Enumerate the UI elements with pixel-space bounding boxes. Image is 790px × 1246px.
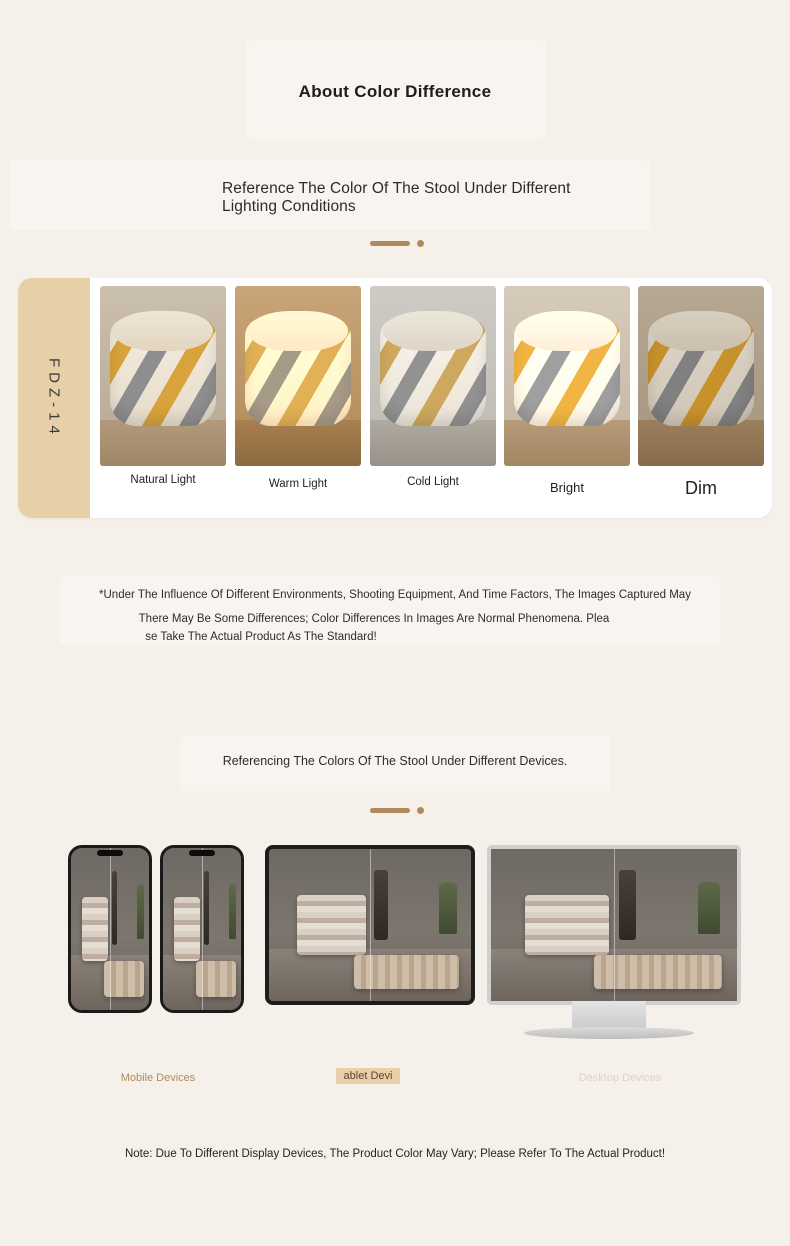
lighting-gallery <box>100 286 766 516</box>
lighting-section-subtitle: Reference The Color Of The Stool Under Different Lighting Conditions <box>222 180 571 215</box>
lighting-caption: Natural Light <box>130 474 196 486</box>
lighting-image-natural <box>100 286 226 466</box>
device-scene <box>163 848 241 1010</box>
lighting-caption: Bright <box>550 480 584 495</box>
footer-note: Note: Due To Different Display Devices, The Product Color May Vary; Please Refer To The Actual Product! <box>124 1148 666 1160</box>
section-divider <box>370 807 424 814</box>
phone-notch <box>189 850 215 856</box>
phone-notch <box>97 850 123 856</box>
sku-label: FDZ-14 <box>45 357 63 439</box>
lighting-image-cold <box>370 286 496 466</box>
desktop-device-label: Desktop Devices <box>578 1072 662 1084</box>
mobile-device-2[interactable] <box>160 845 244 1013</box>
sku-tab <box>18 278 90 518</box>
mobile-device-label: Mobile Devices <box>120 1072 196 1084</box>
disclaimer <box>0 588 790 644</box>
lighting-item-bright[interactable] <box>504 286 630 495</box>
tablet-device-label: ablet Devi <box>336 1068 400 1084</box>
divider-dot <box>417 807 424 814</box>
divider-dash <box>370 241 410 246</box>
device-scene <box>71 848 149 1010</box>
device-scene <box>269 849 471 1001</box>
desktop-device[interactable] <box>487 845 741 1005</box>
page-title: About Color Difference <box>298 82 492 101</box>
lighting-caption: Cold Light <box>407 476 459 488</box>
mobile-device-1[interactable] <box>68 845 152 1013</box>
lighting-item-warm[interactable] <box>235 286 361 490</box>
tablet-device[interactable] <box>265 845 475 1005</box>
disclaimer-line-2: There May Be Some Differences; Color Differences In Images Are Normal Phenomena. Plea <box>138 613 610 625</box>
lighting-caption: Dim <box>685 478 717 498</box>
device-scene <box>491 849 737 1001</box>
divider-dash <box>370 808 410 813</box>
devices-gallery <box>0 845 790 1105</box>
devices-section-title: Referencing The Colors Of The Stool Under Different Devices. <box>222 754 568 768</box>
lighting-image-dim <box>638 286 764 466</box>
section-divider <box>370 240 424 247</box>
disclaimer-line-3: se Take The Actual Product As The Standard! <box>145 631 377 643</box>
lighting-image-bright <box>504 286 630 466</box>
disclaimer-line-1: *Under The Influence Of Different Environments, Shooting Equipment, And Time Factors, The Images Captured May <box>99 589 691 601</box>
lighting-item-natural[interactable] <box>100 286 226 486</box>
lighting-image-warm <box>235 286 361 466</box>
lighting-item-dim[interactable] <box>638 286 764 499</box>
lighting-item-cold[interactable] <box>370 286 496 488</box>
lighting-caption: Warm Light <box>268 478 328 490</box>
divider-dot <box>417 240 424 247</box>
monitor-stand-base <box>524 1027 694 1039</box>
